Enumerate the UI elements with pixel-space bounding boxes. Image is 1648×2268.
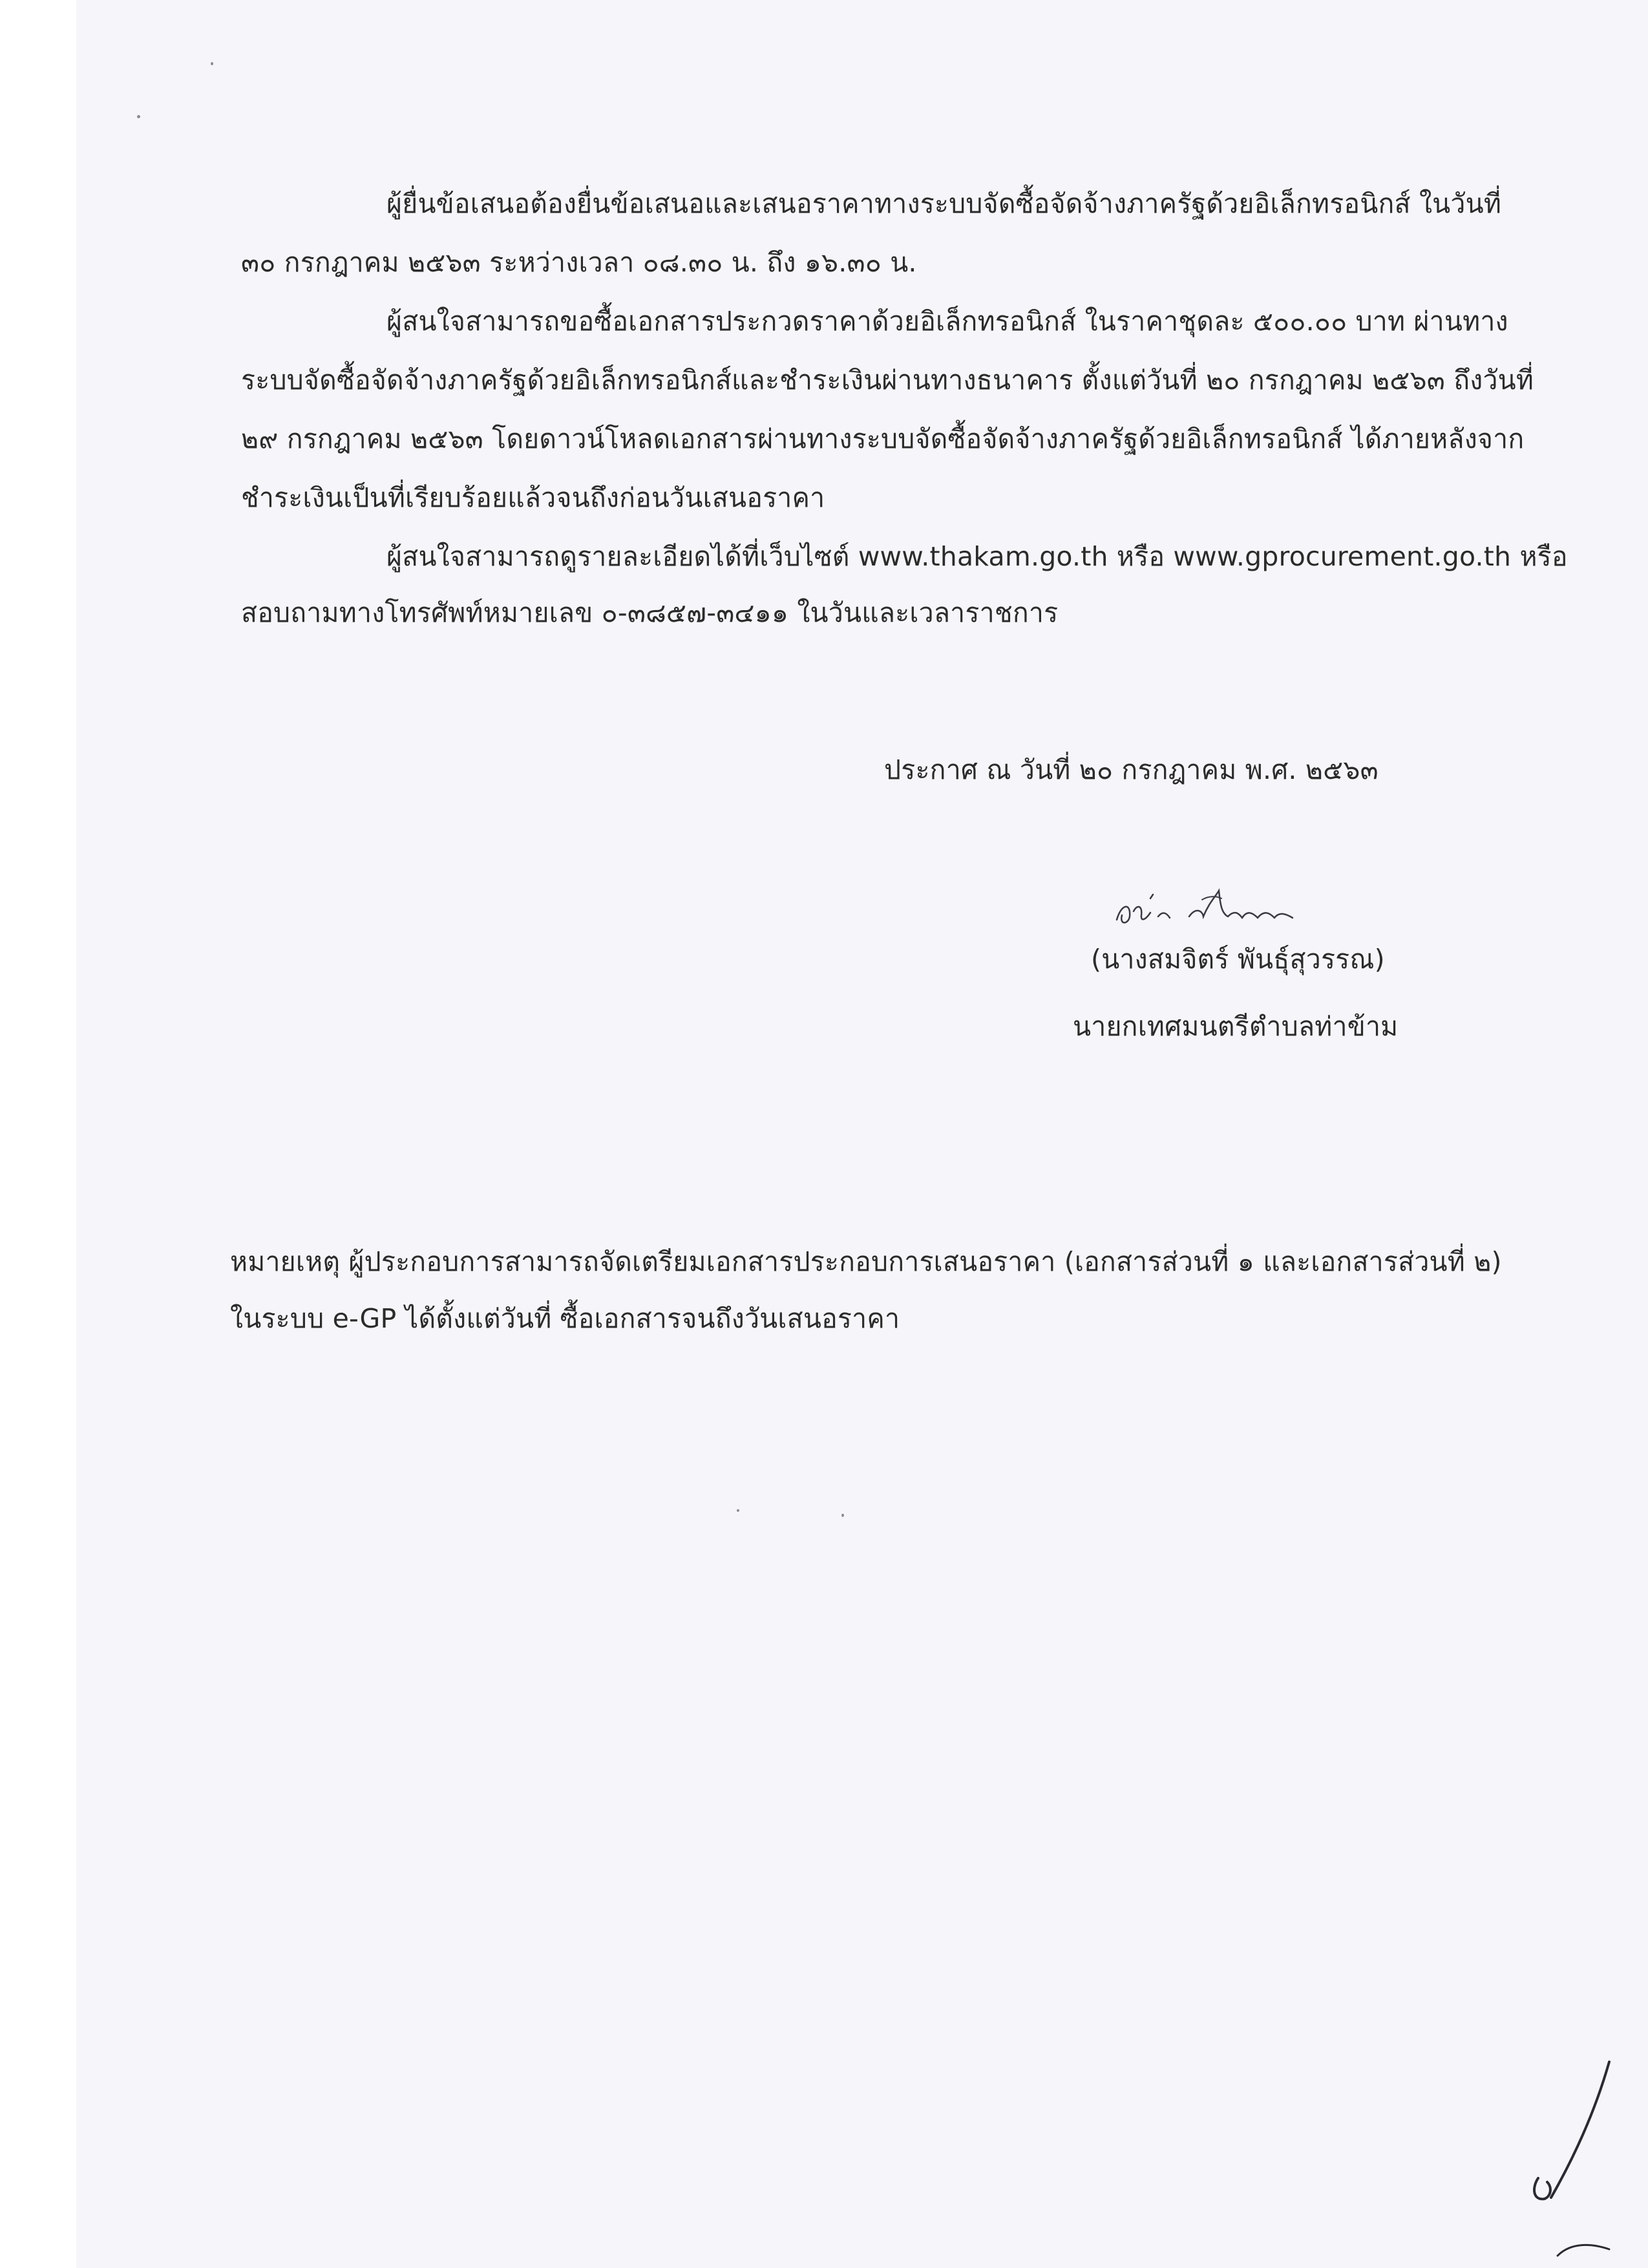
paragraph-text: ผู้ยื่นข้อเสนอต้องยื่นข้อเสนอและเสนอราคาทางระบบจัดซื้อจัดจ้างภาครัฐด้วยอิเล็กทรอนิกส์ ในวันที่	[386, 188, 1502, 219]
paragraph-text: ชำระเงินเป็นที่เรียบร้อยแล้วจนถึงก่อนวันเสนอราคา	[241, 482, 825, 513]
scan-speck	[211, 62, 213, 65]
paragraph-text: ผู้สนใจสามารถดูรายละเอียดได้ที่เว็บไซต์ www.thakam.go.th หรือ www.gprocurement.go.th หรือ	[386, 541, 1568, 572]
paragraph-text: ระบบจัดซื้อจัดจ้างภาครัฐด้วยอิเล็กทรอนิกส์และชำระเงินผ่านทางธนาคาร ตั้งแต่วันที่ ๒๐ กรกฎาคม ๒๕๖๓ ถึงวันที่	[241, 365, 1534, 396]
scan-speck	[137, 115, 140, 118]
paragraph-text: สอบถามทางโทรศัพท์หมายเลข ๐-๓๘๕๗-๓๔๑๑ ในวันและเวลาราชการ	[241, 597, 1059, 628]
body-paragraph-2-line-4	[241, 480, 825, 516]
body-paragraph-1-line-2	[241, 244, 917, 281]
body-paragraph-3-line-2	[241, 595, 1058, 631]
signatory-name	[1091, 941, 1385, 977]
body-paragraph-1-line-1	[386, 185, 1502, 222]
scan-margin	[0, 0, 76, 2268]
name-text: (นางสมจิตร์ พันธุ์สุวรรณ)	[1091, 944, 1385, 975]
announcement-date	[884, 752, 1379, 788]
note-line-1	[230, 1244, 1502, 1280]
date-text: ประกาศ ณ วันที่ ๒๐ กรกฎาคม พ.ศ. ๒๕๖๓	[884, 754, 1379, 785]
note-line-2	[230, 1300, 900, 1337]
body-paragraph-2-line-3	[241, 421, 1525, 457]
scan-speck	[841, 1514, 844, 1517]
handwritten-signature	[1105, 884, 1338, 936]
handwritten-initial	[1512, 2049, 1642, 2262]
note-text: ในระบบ e-GP ได้ตั้งแต่วันที่ ซื้อเอกสารจนถึงวันเสนอราคา	[230, 1303, 900, 1334]
signatory-position	[1073, 1008, 1398, 1044]
position-text: นายกเทศมนตรีตำบลท่าข้าม	[1073, 1011, 1399, 1042]
note-text: หมายเหตุ ผู้ประกอบการสามารถจัดเตรียมเอกสารประกอบการเสนอราคา (เอกสารส่วนที่ ๑ และเอกสารส่วนที่ ๒)	[230, 1246, 1502, 1277]
paragraph-text: ผู้สนใจสามารถขอซื้อเอกสารประกวดราคาด้วยอิเล็กทรอนิกส์ ในราคาชุดละ ๕๐๐.๐๐ บาท ผ่านทาง	[386, 306, 1508, 337]
body-paragraph-3-line-1	[386, 538, 1568, 575]
scan-speck	[737, 1509, 739, 1512]
paragraph-text: ๓๐ กรกฎาคม ๒๕๖๓ ระหว่างเวลา ๐๘.๓๐ น. ถึง ๑๖.๓๐ น.	[241, 247, 917, 278]
body-paragraph-2-line-1	[386, 303, 1508, 339]
paragraph-text: ๒๙ กรกฎาคม ๒๕๖๓ โดยดาวน์โหลดเอกสารผ่านทางระบบจัดซื้อจัดจ้างภาครัฐด้วยอิเล็กทรอนิกส์ ได้ภายหลังจาก	[241, 423, 1525, 454]
body-paragraph-2-line-2	[241, 362, 1534, 398]
